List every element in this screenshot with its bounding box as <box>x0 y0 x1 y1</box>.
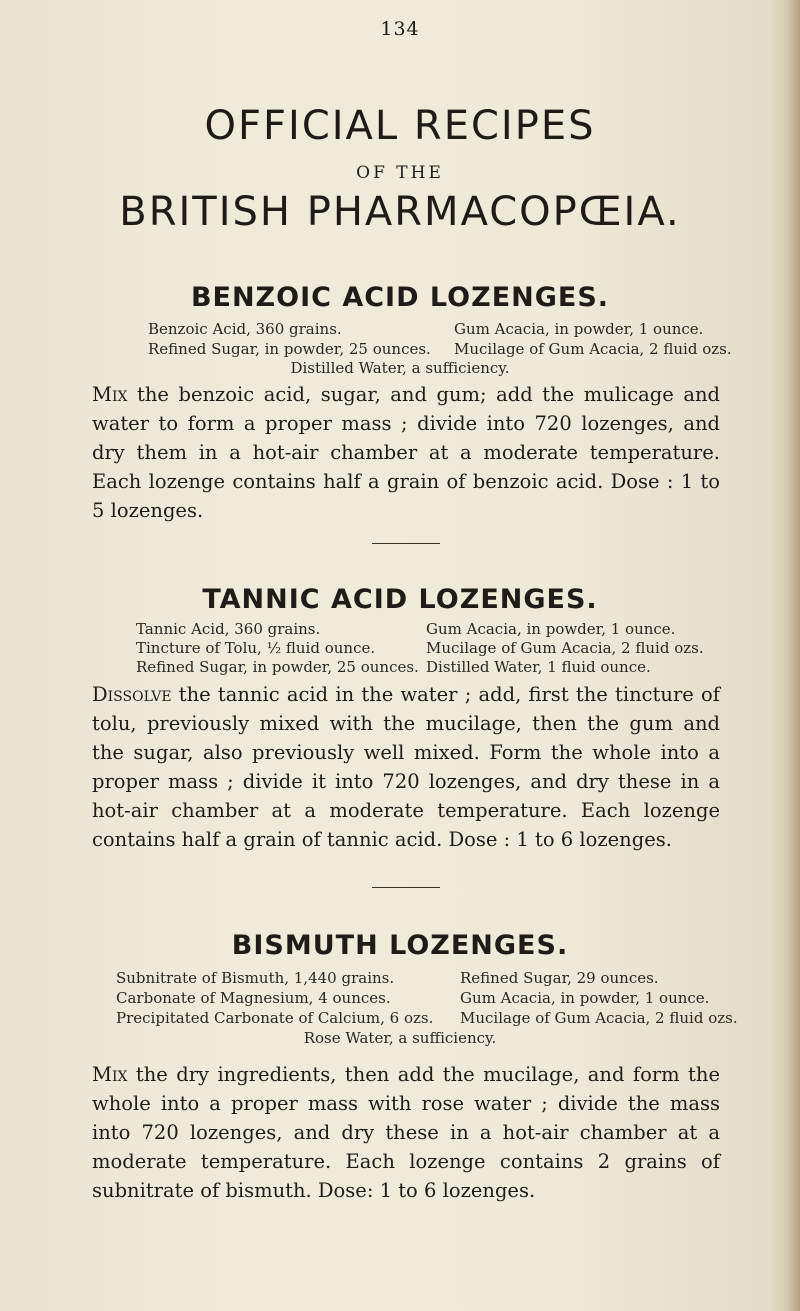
instructions-text: the dry ingredients, then add the mucilage, and form the whole into a proper mass with rose water ; divide the mass into 720 lozenges, and dry these in a hot-air chamber at a moderate temperature. Each lozenge contains 2 grains of subnitrate of bismuth. Dose: 1 to 6 lozenges. <box>92 1063 720 1202</box>
instructions-text: the benzoic acid, sugar, and gum; add the mulicage and water to form a proper mass ; divide into 720 lozenges, and dry them in a hot-air chamber at a moderate temperature. Each lozenge contains half a grain of benzoic acid. Dose : 1 to 5 lozenges. <box>92 383 720 522</box>
ingredient-item: Distilled Water, a sufficiency. <box>290 359 510 377</box>
ingredient-item: Distilled Water, 1 fluid ounce. <box>426 658 651 676</box>
ingredient-item: Subnitrate of Bismuth, 1,440 grains. <box>116 969 395 987</box>
section-divider <box>372 543 440 544</box>
recipe-instructions <box>92 1060 720 1205</box>
section-heading-tannic: TANNIC ACID LOZENGES. <box>202 584 598 615</box>
lead-word: Mix <box>92 383 128 406</box>
page-number: 134 <box>380 18 420 40</box>
instructions-text: the tannic acid in the water ; add, first the tincture of tolu, previously mixed with the mucilage, then the gum and the sugar, also previously well mixed. Form the whole into a proper mass ; divide it into 720 lozenges, and dry these in a hot-air chamber at a moderate temperature. Each lozenge contains half a grain of tannic acid. Dose : 1 to 6 lozenges. <box>92 683 720 851</box>
recipe-instructions <box>92 680 720 854</box>
ingredient-item: Refined Sugar, in powder, 25 ounces. <box>148 340 431 358</box>
ingredient-item: Refined Sugar, in powder, 25 ounces. <box>136 658 419 676</box>
section-heading-bismuth: BISMUTH LOZENGES. <box>231 930 569 961</box>
ingredient-item: Gum Acacia, in powder, 1 ounce. <box>454 320 704 338</box>
ingredient-item: Tincture of Tolu, ½ fluid ounce. <box>136 639 376 657</box>
title-line-3: BRITISH PHARMACOPŒIA. <box>119 189 681 235</box>
ingredient-item: Precipitated Carbonate of Calcium, 6 ozs. <box>116 1009 434 1027</box>
lead-word: Mix <box>92 1063 128 1086</box>
ingredient-item: Mucilage of Gum Acacia, 2 fluid ozs. <box>460 1009 738 1027</box>
ingredient-item: Gum Acacia, in powder, 1 ounce. <box>426 620 676 638</box>
recipe-instructions <box>92 380 720 525</box>
title-line-1: OFFICIAL RECIPES <box>204 103 596 149</box>
section-divider <box>372 887 440 888</box>
ingredient-item: Gum Acacia, in powder, 1 ounce. <box>460 989 710 1007</box>
title-line-2: OF THE <box>356 163 444 183</box>
ingredient-item: Carbonate of Magnesium, 4 ounces. <box>116 989 391 1007</box>
lead-word: Dissolve <box>92 683 172 706</box>
ingredient-item: Benzoic Acid, 360 grains. <box>148 320 342 338</box>
ingredient-item: Mucilage of Gum Acacia, 2 fluid ozs. <box>426 639 704 657</box>
ingredient-item: Refined Sugar, 29 ounces. <box>460 969 659 987</box>
ingredient-item: Rose Water, a sufficiency. <box>303 1029 497 1047</box>
ingredient-item: Tannic Acid, 360 grains. <box>136 620 321 638</box>
ingredient-item: Mucilage of Gum Acacia, 2 fluid ozs. <box>454 340 732 358</box>
section-heading-benzoic: BENZOIC ACID LOZENGES. <box>190 282 610 313</box>
